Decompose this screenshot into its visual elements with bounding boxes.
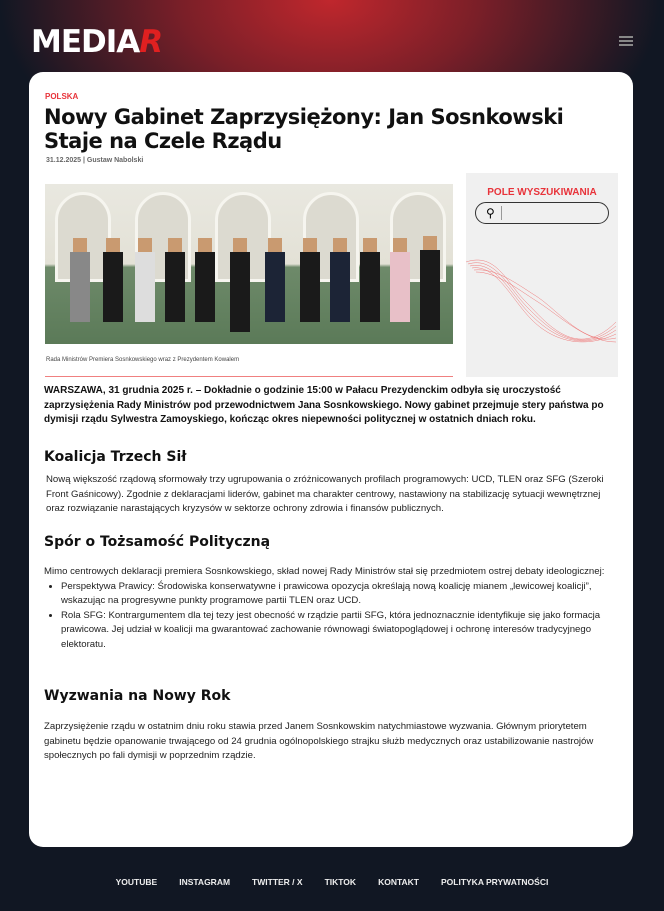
section-text: Nową większość rządową sformowały trzy ugrupowania o zróżnicowanych profilach programowych: UCD, TLEN oraz SFG (Szeroki Front Gaśnicowy). Zgodnie z deklaracjami liderów, gabinet ma charakter centrowy, nastawiony na stabilizację sytuacji wewnętrznej oraz rozwiązanie narastających kryzysów w sektorze ochrony zdrowia i finansów publicznych. bbox=[46, 474, 604, 514]
section-heading: Koalicja Trzech Sił bbox=[44, 449, 187, 465]
search-box[interactable] bbox=[475, 202, 609, 224]
category-label[interactable]: POLSKA bbox=[45, 92, 79, 101]
article-photo bbox=[45, 184, 453, 344]
photo-caption: Rada Ministrów Premiera Sosnkowskiego wraz z Prezydentem Kowalem bbox=[46, 357, 240, 363]
divider bbox=[45, 376, 453, 377]
article-lead: WARSZAWA, 31 grudnia 2025 r. – Dokładnie o godzinie 15:00 w Pałacu Prezydenckim odbyła się uroczystość zaprzysiężenia Rady Ministrów pod przewodnictwem Jana Sosnkowskiego. Nowy gabinet przejmuje stery państwa po dymisji rządu Sylwestra Zamoyskiego, kończąc okres niepewności politycznej w ostatnich dniach roku. bbox=[44, 385, 604, 425]
article-card bbox=[29, 72, 633, 847]
logo-text: MEDIA bbox=[31, 24, 140, 60]
logo-accent: R bbox=[139, 24, 163, 60]
section-text: Zaprzysiężenie rządu w ostatnim dniu roku stawia przed Janem Sosnkowskim natychmiastowe wyzwania. Głównym priorytetem gabinetu będzie opanowanie trwającego od 24 grudnia ogólnopolskiego strajku służb medycznych oraz ustabilizowanie nastrojów społecznych po fali dymisji w poprzednim rządzie. bbox=[44, 721, 594, 761]
logo[interactable] bbox=[31, 24, 162, 60]
footer-nav bbox=[0, 877, 664, 887]
section-paragraph: Mimo centrowych deklaracji premiera Sosnkowskiego, skład nowej Rady Ministrów stał się przedmiotem ostrej debaty ideologicznej: bbox=[44, 566, 605, 577]
list-item: • Rola SFG: Kontrargumentem dla tej tezy jest obecność w rządzie partii SFG, która jednoznacznie identyfikuje się jako formacja prawicowa. Jej udział w koalicji ma gwarantować zachowanie równowagi światopoglądowej i ochronę interesów tradycyjnego elektoratu. bbox=[61, 609, 614, 653]
footer-link-privacy[interactable]: POLITYKA PRYWATNOŚCI bbox=[440, 877, 549, 887]
decorative-wave bbox=[466, 252, 618, 372]
footer-link-contact[interactable]: KONTAKT bbox=[378, 877, 419, 887]
article-title: Nowy Gabinet Zaprzysiężony: Jan Sosnkowski Staje na Czele Rządu bbox=[44, 105, 564, 153]
article-meta: 31.12.2025 | Gustaw Nabolski bbox=[46, 157, 144, 164]
hamburger-icon[interactable] bbox=[619, 36, 633, 48]
section-heading: Wyzwania na Nowy Rok bbox=[44, 688, 231, 704]
search-title: POLE WYSZUKIWANIA bbox=[487, 187, 597, 198]
search-input[interactable] bbox=[501, 206, 601, 220]
search-icon: ⚲ bbox=[486, 206, 495, 220]
section-text bbox=[44, 565, 614, 652]
list-item: • Perspektywa Prawicy: Środowiska konserwatywne i prawicowa opozycja określają nową koalicję mianem „lewicowej koalicji”, wskazując na progresywne punkty programowe partii TLEN oraz UCD. bbox=[61, 580, 614, 609]
footer-link-twitter[interactable]: TWITTER / X bbox=[252, 877, 303, 887]
search-sidebar bbox=[466, 173, 618, 377]
footer-link-tiktok[interactable]: TIKTOK bbox=[324, 877, 357, 887]
footer-link-instagram[interactable]: INSTAGRAM bbox=[179, 877, 231, 887]
footer-link-youtube[interactable]: YOUTUBE bbox=[115, 877, 158, 887]
section-heading: Spór o Tożsamość Polityczną bbox=[44, 534, 271, 550]
